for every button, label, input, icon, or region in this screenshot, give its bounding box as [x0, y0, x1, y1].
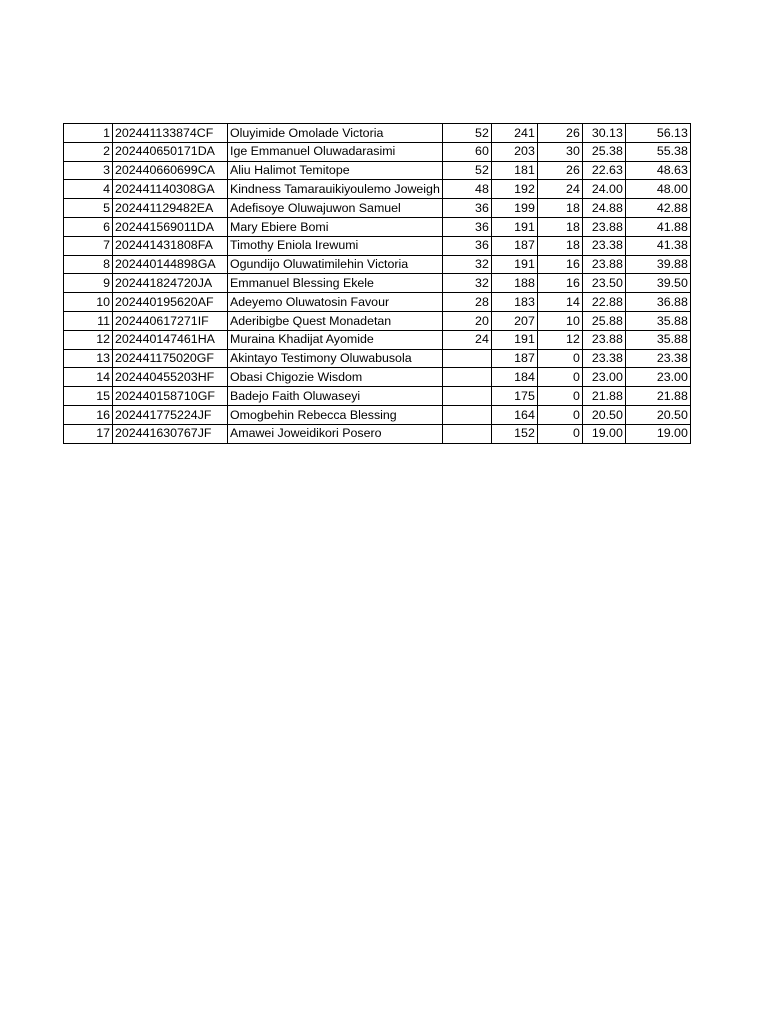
student-name-cell: Omogbehin Rebecca Blessing	[228, 405, 443, 424]
total-cell: 39.50	[625, 274, 690, 293]
score-b-cell: 191	[491, 255, 537, 274]
score-a-cell	[442, 349, 491, 368]
table-row	[64, 236, 691, 255]
score-b-cell: 187	[491, 236, 537, 255]
score-c-cell: 0	[537, 368, 582, 387]
score-a-cell: 32	[442, 255, 491, 274]
total-cell: 20.50	[625, 405, 690, 424]
score-b-cell: 191	[491, 217, 537, 236]
serial-cell: 12	[64, 330, 113, 349]
total-cell: 48.00	[625, 180, 690, 199]
score-c-cell: 24	[537, 180, 582, 199]
score-d-cell: 30.13	[582, 124, 625, 143]
score-a-cell: 52	[442, 161, 491, 180]
score-a-cell: 36	[442, 236, 491, 255]
reg-number-cell: 202441775224JF	[113, 405, 228, 424]
reg-number-cell: 202440195620AF	[113, 293, 228, 312]
total-cell: 21.88	[625, 387, 690, 406]
total-cell: 19.00	[625, 424, 690, 443]
score-a-cell: 52	[442, 124, 491, 143]
student-name-cell: Mary Ebiere Bomi	[228, 217, 443, 236]
student-name-cell: Amawei Joweidikori Posero	[228, 424, 443, 443]
score-c-cell: 18	[537, 217, 582, 236]
score-b-cell: 192	[491, 180, 537, 199]
score-a-cell	[442, 424, 491, 443]
score-d-cell: 23.38	[582, 349, 625, 368]
serial-cell: 4	[64, 180, 113, 199]
score-c-cell: 0	[537, 405, 582, 424]
results-table	[63, 123, 691, 444]
results-table-body	[64, 124, 691, 444]
reg-number-cell: 202441630767JF	[113, 424, 228, 443]
score-d-cell: 25.38	[582, 142, 625, 161]
score-c-cell: 14	[537, 293, 582, 312]
score-b-cell: 188	[491, 274, 537, 293]
reg-number-cell: 202441824720JA	[113, 274, 228, 293]
score-d-cell: 23.88	[582, 255, 625, 274]
score-d-cell: 23.88	[582, 330, 625, 349]
table-row	[64, 405, 691, 424]
student-name-cell: Oluyimide Omolade Victoria	[228, 124, 443, 143]
serial-cell: 6	[64, 217, 113, 236]
total-cell: 23.00	[625, 368, 690, 387]
score-c-cell: 12	[537, 330, 582, 349]
serial-cell: 13	[64, 349, 113, 368]
score-a-cell: 20	[442, 311, 491, 330]
student-name-cell: Obasi Chigozie Wisdom	[228, 368, 443, 387]
score-c-cell: 16	[537, 255, 582, 274]
table-row	[64, 274, 691, 293]
score-b-cell: 175	[491, 387, 537, 406]
table-row	[64, 368, 691, 387]
score-a-cell: 28	[442, 293, 491, 312]
score-b-cell: 203	[491, 142, 537, 161]
score-d-cell: 19.00	[582, 424, 625, 443]
student-name-cell: Muraina Khadijat Ayomide	[228, 330, 443, 349]
table-row	[64, 311, 691, 330]
student-name-cell: Aliu Halimot Temitope	[228, 161, 443, 180]
score-a-cell: 24	[442, 330, 491, 349]
score-d-cell: 23.00	[582, 368, 625, 387]
total-cell: 23.38	[625, 349, 690, 368]
serial-cell: 16	[64, 405, 113, 424]
total-cell: 35.88	[625, 330, 690, 349]
score-d-cell: 21.88	[582, 387, 625, 406]
total-cell: 41.88	[625, 217, 690, 236]
student-name-cell: Aderibigbe Quest Monadetan	[228, 311, 443, 330]
reg-number-cell: 202441431808FA	[113, 236, 228, 255]
student-name-cell: Emmanuel Blessing Ekele	[228, 274, 443, 293]
table-row	[64, 124, 691, 143]
score-c-cell: 26	[537, 161, 582, 180]
student-name-cell: Kindness Tamarauikiyoulemo Joweigh	[228, 180, 443, 199]
total-cell: 48.63	[625, 161, 690, 180]
score-c-cell: 10	[537, 311, 582, 330]
score-b-cell: 181	[491, 161, 537, 180]
serial-cell: 14	[64, 368, 113, 387]
total-cell: 39.88	[625, 255, 690, 274]
score-d-cell: 23.50	[582, 274, 625, 293]
total-cell: 42.88	[625, 199, 690, 218]
score-d-cell: 25.88	[582, 311, 625, 330]
score-b-cell: 152	[491, 424, 537, 443]
score-a-cell: 36	[442, 199, 491, 218]
table-row	[64, 217, 691, 236]
score-b-cell: 191	[491, 330, 537, 349]
table-row	[64, 424, 691, 443]
score-b-cell: 207	[491, 311, 537, 330]
table-row	[64, 180, 691, 199]
score-b-cell: 164	[491, 405, 537, 424]
student-name-cell: Adeyemo Oluwatosin Favour	[228, 293, 443, 312]
reg-number-cell: 202440144898GA	[113, 255, 228, 274]
score-d-cell: 23.88	[582, 217, 625, 236]
student-name-cell: Adefisoye Oluwajuwon Samuel	[228, 199, 443, 218]
table-row	[64, 330, 691, 349]
table-row	[64, 293, 691, 312]
student-name-cell: Badejo Faith Oluwaseyi	[228, 387, 443, 406]
score-c-cell: 0	[537, 349, 582, 368]
student-name-cell: Ige Emmanuel Oluwadarasimi	[228, 142, 443, 161]
serial-cell: 7	[64, 236, 113, 255]
reg-number-cell: 202441133874CF	[113, 124, 228, 143]
serial-cell: 9	[64, 274, 113, 293]
score-c-cell: 0	[537, 424, 582, 443]
score-c-cell: 30	[537, 142, 582, 161]
serial-cell: 1	[64, 124, 113, 143]
reg-number-cell: 202440660699CA	[113, 161, 228, 180]
serial-cell: 2	[64, 142, 113, 161]
score-c-cell: 16	[537, 274, 582, 293]
reg-number-cell: 202440455203HF	[113, 368, 228, 387]
score-c-cell: 0	[537, 387, 582, 406]
score-d-cell: 22.63	[582, 161, 625, 180]
score-a-cell: 32	[442, 274, 491, 293]
table-row	[64, 161, 691, 180]
total-cell: 36.88	[625, 293, 690, 312]
score-a-cell	[442, 368, 491, 387]
student-name-cell: Timothy Eniola Irewumi	[228, 236, 443, 255]
score-a-cell: 60	[442, 142, 491, 161]
reg-number-cell: 202441140308GA	[113, 180, 228, 199]
score-a-cell	[442, 405, 491, 424]
score-c-cell: 18	[537, 236, 582, 255]
serial-cell: 15	[64, 387, 113, 406]
serial-cell: 10	[64, 293, 113, 312]
score-b-cell: 241	[491, 124, 537, 143]
table-row	[64, 255, 691, 274]
score-d-cell: 22.88	[582, 293, 625, 312]
total-cell: 35.88	[625, 311, 690, 330]
reg-number-cell: 202440617271IF	[113, 311, 228, 330]
score-a-cell: 48	[442, 180, 491, 199]
student-name-cell: Ogundijo Oluwatimilehin Victoria	[228, 255, 443, 274]
reg-number-cell: 202440147461HA	[113, 330, 228, 349]
serial-cell: 3	[64, 161, 113, 180]
serial-cell: 11	[64, 311, 113, 330]
serial-cell: 17	[64, 424, 113, 443]
reg-number-cell: 202441175020GF	[113, 349, 228, 368]
score-b-cell: 183	[491, 293, 537, 312]
reg-number-cell: 202440650171DA	[113, 142, 228, 161]
reg-number-cell: 202441129482EA	[113, 199, 228, 218]
score-b-cell: 184	[491, 368, 537, 387]
reg-number-cell: 202440158710GF	[113, 387, 228, 406]
score-b-cell: 199	[491, 199, 537, 218]
total-cell: 41.38	[625, 236, 690, 255]
score-d-cell: 24.00	[582, 180, 625, 199]
total-cell: 56.13	[625, 124, 690, 143]
table-row	[64, 199, 691, 218]
score-b-cell: 187	[491, 349, 537, 368]
score-d-cell: 23.38	[582, 236, 625, 255]
score-d-cell: 20.50	[582, 405, 625, 424]
table-row	[64, 349, 691, 368]
score-a-cell	[442, 387, 491, 406]
score-a-cell: 36	[442, 217, 491, 236]
serial-cell: 5	[64, 199, 113, 218]
score-c-cell: 26	[537, 124, 582, 143]
score-c-cell: 18	[537, 199, 582, 218]
table-row	[64, 142, 691, 161]
table-row	[64, 387, 691, 406]
reg-number-cell: 202441569011DA	[113, 217, 228, 236]
student-name-cell: Akintayo Testimony Oluwabusola	[228, 349, 443, 368]
serial-cell: 8	[64, 255, 113, 274]
score-d-cell: 24.88	[582, 199, 625, 218]
total-cell: 55.38	[625, 142, 690, 161]
